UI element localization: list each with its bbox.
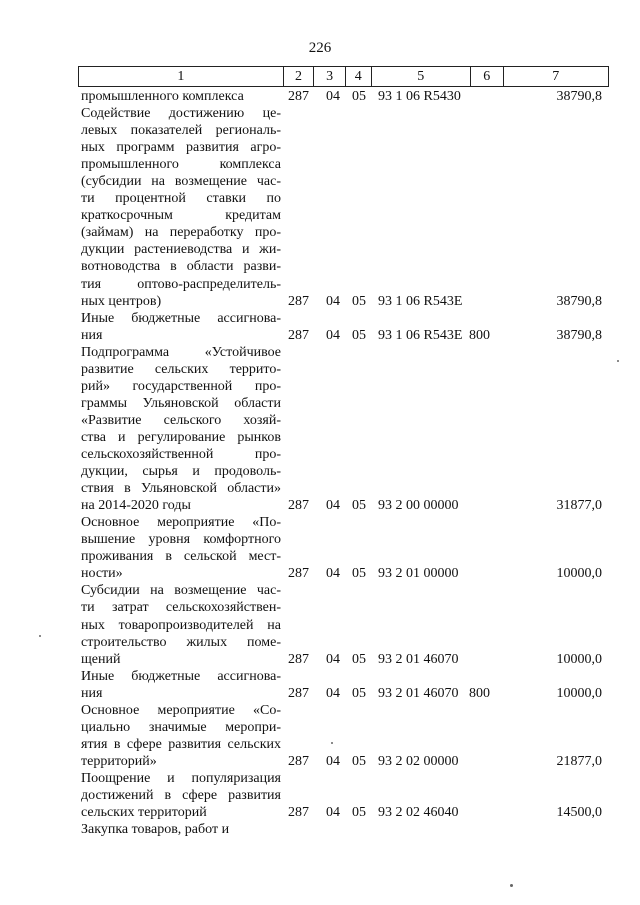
glava-code: 287 [288,805,309,821]
subsection-code: 05 [352,753,366,769]
section-code: 04 [326,327,340,343]
description-line: (займам) на переработку про- [81,225,281,241]
scan-speck [39,635,41,637]
amount: 31877,0 [556,498,602,514]
description-line: на 2014-2020 годы [81,498,191,514]
section-code: 04 [326,685,340,701]
description-line: проживания в сельской мест- [81,549,281,565]
column-header-4: 4 [345,67,371,87]
glava-code: 287 [288,327,309,343]
glava-code: 287 [288,753,309,769]
description-line: Субсидии на возмещение час- [81,583,281,599]
subsection-code: 05 [352,89,366,104]
description-line: левых показателей региональ- [81,123,281,139]
target-article-code: 93 1 06 R543E [378,327,463,343]
description-line: развитие сельских террито- [81,361,281,377]
subsection-code: 05 [352,293,366,309]
row-description [81,310,281,344]
description-line: ятия в сфере развития сельских [81,736,281,752]
subsection-code: 05 [352,327,366,343]
expense-type-code: 800 [469,685,490,701]
scan-speck [510,884,513,887]
subsection-code: 05 [352,651,366,667]
amount: 38790,8 [556,293,602,309]
description-line: (субсидии на возмещение час- [81,174,281,190]
target-article-code: 93 2 02 00000 [378,753,459,769]
description-line: Содействие достижению це- [81,106,281,122]
description-line: рий» государственной про- [81,378,281,394]
row-description [81,770,281,821]
description-line: вотноводства в области разви- [81,259,281,275]
target-article-code: 93 1 06 R543E [378,293,463,309]
glava-code: 287 [288,685,309,701]
description-line: территорий» [81,753,157,769]
description-line: Закупка товаров, работ и [81,822,230,838]
description-line: тия оптово-распределитель- [81,276,281,292]
description-line: дукции, сырья и продоволь- [81,464,281,480]
page-number: 226 [308,40,332,56]
description-line: ния [81,685,103,701]
description-line: Подпрограмма «Устойчивое [81,344,281,360]
column-header-2: 2 [283,67,314,87]
amount: 10000,0 [556,566,602,582]
description-line: промышленного комплекса [81,157,281,173]
column-header-6: 6 [471,67,504,87]
section-code: 04 [326,566,340,582]
glava-code: 287 [288,293,309,309]
description-line: ствия в Ульяновской области» [81,481,281,497]
glava-code: 287 [288,498,309,514]
amount: 38790,8 [556,327,602,343]
column-header-3: 3 [314,67,346,87]
row-description [81,582,281,667]
subsection-code: 05 [352,566,366,582]
row-description [81,668,281,702]
row-description [81,344,281,514]
amount: 10000,0 [556,685,602,701]
description-line: ных центров) [81,293,162,309]
description-line: ства и регулирование рынков [81,429,281,445]
row-description [81,88,281,105]
description-line: ных товаропроизводителей на [81,617,281,633]
description-line: ния [81,327,103,343]
description-line: ности» [81,566,123,582]
description-line: щений [81,651,121,667]
description-line: строительство жилых поме- [81,634,281,650]
description-line: циально значимые меропри- [81,719,281,735]
description-line: Основное мероприятие «Со- [81,702,281,718]
description-line: достижений в сфере развития [81,788,281,804]
description-line: краткосрочным кредитам [81,208,281,224]
description-line: «Развитие сельского хозяй- [81,412,281,428]
glava-code: 287 [288,89,309,104]
expense-type-code: 800 [469,327,490,343]
description-line: граммы Ульяновской области [81,395,281,411]
target-article-code: 93 1 06 R5430 [378,89,461,104]
scan-speck [617,360,619,362]
subsection-code: 05 [352,498,366,514]
description-line: ных программ развития агро- [81,140,281,156]
subsection-code: 05 [352,805,366,821]
section-code: 04 [326,805,340,821]
glava-code: 287 [288,651,309,667]
description-line: сельскохозяйственной про- [81,447,281,463]
description-line: Иные бюджетные ассигнова- [81,310,281,326]
description-line: дукции растениеводства и жи- [81,242,281,258]
section-code: 04 [326,293,340,309]
description-line: промышленного комплекса [81,89,244,104]
amount: 14500,0 [556,805,602,821]
amount: 21877,0 [556,753,602,769]
row-description [81,702,281,770]
amount: 38790,8 [556,89,602,104]
section-code: 04 [326,753,340,769]
column-header-row [78,66,609,87]
description-line: Поощрение и популяризация [81,771,281,786]
target-article-code: 93 2 01 46070 [378,685,459,701]
description-line: Иные бюджетные ассигнова- [81,668,281,684]
amount: 10000,0 [556,651,602,667]
subsection-code: 05 [352,685,366,701]
target-article-code: 93 2 01 00000 [378,566,459,582]
row-description [81,105,281,310]
description-line: Основное мероприятие «По- [81,515,281,531]
target-article-code: 93 2 00 00000 [378,498,459,514]
glava-code: 287 [288,566,309,582]
target-article-code: 93 2 01 46070 [378,651,459,667]
row-description [81,514,281,582]
column-header-7: 7 [503,67,608,87]
description-line: сельских территорий [81,805,207,821]
scan-speck [331,742,333,744]
section-code: 04 [326,89,340,104]
column-header-5: 5 [371,67,470,87]
description-line: ти процентной ставки по [81,191,281,207]
row-description [81,821,281,838]
description-line: ти затрат сельскохозяйствен- [81,600,281,616]
column-header-1: 1 [79,67,284,87]
section-code: 04 [326,498,340,514]
target-article-code: 93 2 02 46040 [378,805,459,821]
section-code: 04 [326,651,340,667]
description-line: вышение уровня комфортного [81,532,281,548]
